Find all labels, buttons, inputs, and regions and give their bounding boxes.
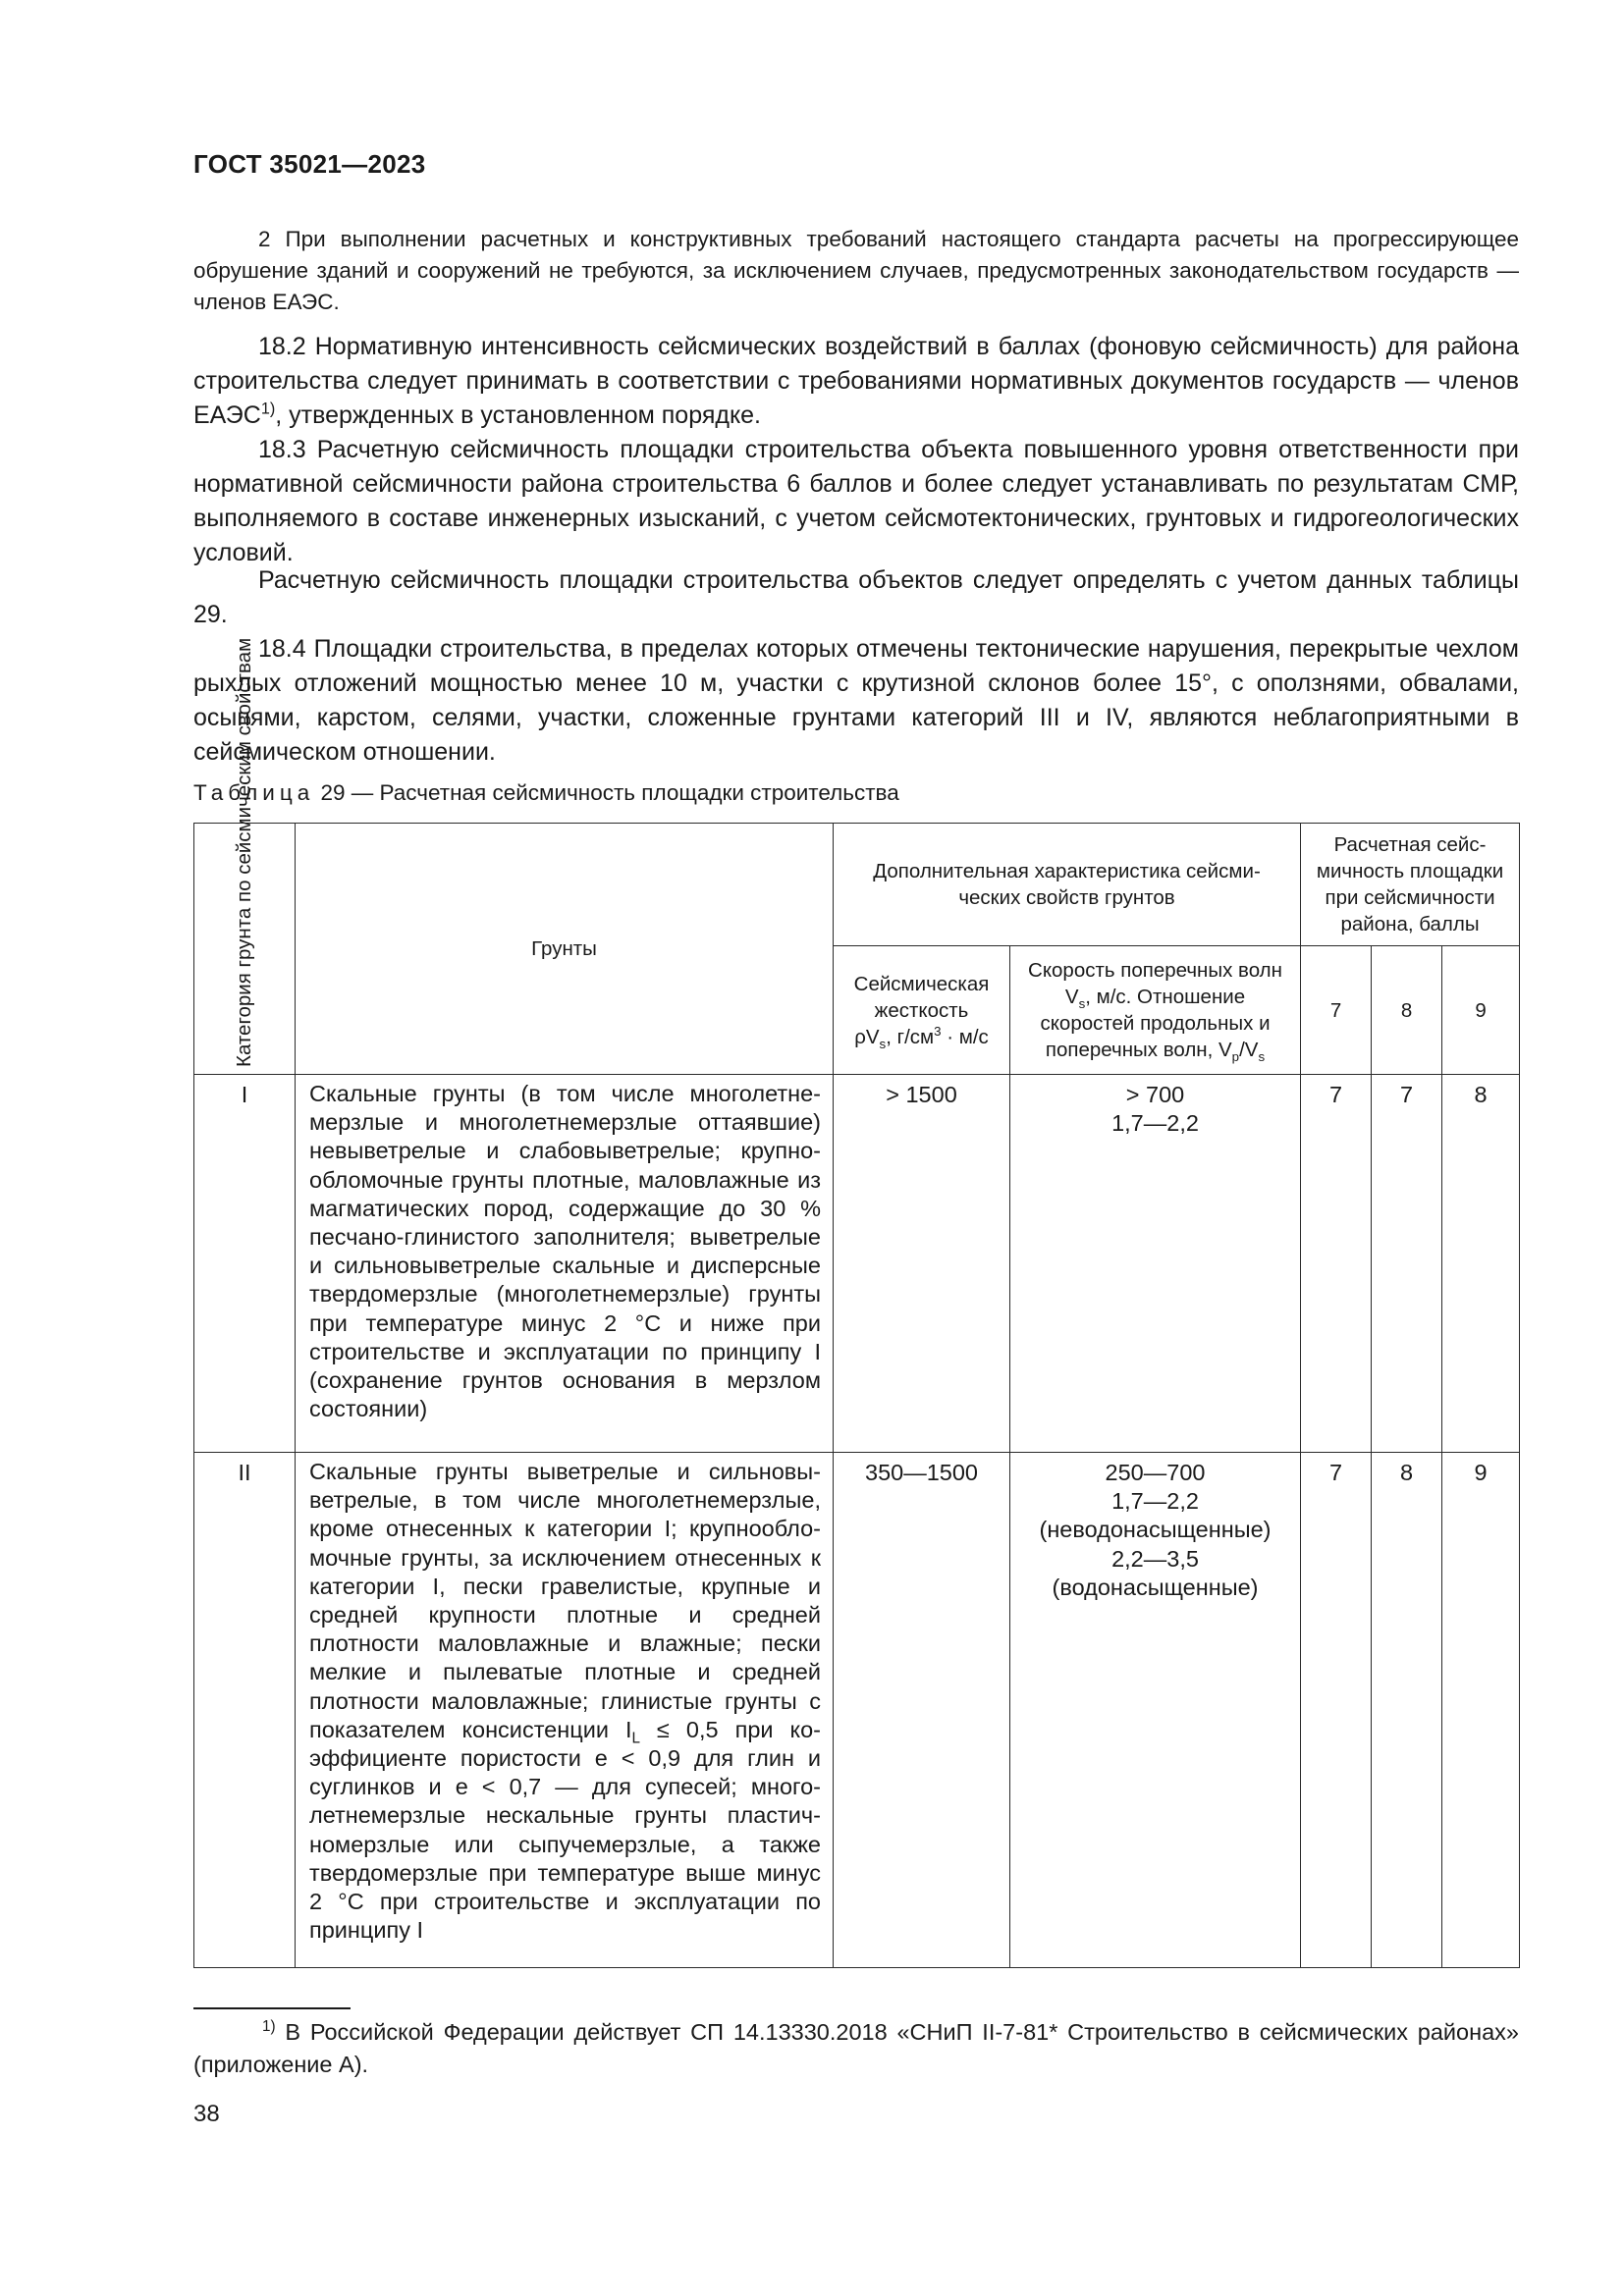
row-1-balls-8: 7: [1372, 1075, 1442, 1453]
speed-sub3: s: [1258, 1049, 1266, 1065]
speed-b: , м/с. Отношение скоростей продольных и поперечных волн, V: [1040, 986, 1271, 1062]
table-row: [194, 1075, 1520, 1453]
page-number: 38: [193, 2101, 220, 2127]
row-2-speed-line: 250—700: [1105, 1460, 1206, 1485]
paragraph-18-3-text: 18.3 Расчетную сейсмичность площадки строительства объекта повышенного уровня ответственности при нормативной сейсмичности района строительства 6 баллов и более следует устанавливать по результатам СМР, выполняемого в составе инженерных изысканий, с учетом сейсмотектонических, грунтовых и гидрогеологических условий.: [193, 436, 1519, 566]
row-2-soil-sub: L: [631, 1730, 640, 1747]
row-1-speed: [1010, 1075, 1301, 1453]
header-stiffness: [834, 946, 1010, 1075]
header-stiffness-line1: Сейсмическая жесткость: [853, 972, 990, 1022]
paragraph-calc: [193, 563, 1519, 632]
table-caption-title: 29 — Расчетная сейсмичность площадки строительства: [314, 780, 899, 805]
row-1-speed-line: > 700: [1125, 1082, 1185, 1107]
unit-g: , г/см: [886, 1025, 935, 1048]
row-1-balls-9: 8: [1442, 1075, 1520, 1453]
row-2-speed-line: 1,7—2,2: [1111, 1488, 1199, 1515]
row-1-balls-7: 7: [1301, 1075, 1372, 1453]
row-1-soil: Скальные грунты (в том числе многолетнемерзлые и многолетнемерзлые оттаявшие) невыветрелые и слабовыветрелые; крупнообломочные грунты плотные, маловлажные из магматических пород, содержащие до 30 % песчано-глинистого заполнителя; выветрелые и сильновыветрелые скальные и дисперсные твердомерзлые (многолетнемерзлые) грунты при температуре минус 2 °С и ниже при строительстве и эксплуатации по принципу I (сохранение грунтов основания в мерзлом состоянии): [296, 1075, 834, 1453]
note-2: [193, 224, 1519, 318]
row-2-soil: [296, 1453, 834, 1968]
row-2-balls-7: 7: [1301, 1453, 1372, 1968]
header-balls-9: 9: [1442, 946, 1520, 1075]
header-design: Расчетная сейсмичность площадки при сейсмичности района, баллы: [1301, 824, 1520, 946]
unit-ms: · м/с: [941, 1025, 989, 1048]
table-row: [194, 1453, 1520, 1968]
row-2-category: II: [194, 1453, 296, 1968]
speed-c: /V: [1239, 1039, 1259, 1062]
row-2-balls-8: 8: [1372, 1453, 1442, 1968]
row-2-soil-a: Скальные грунты выветрелые и сильновыветрелые, в том числе многолетнемерзлые, кроме отнесенных к категории I; крупнообломочные грунты, за исключением отнесенных к категории I, пески гравелистые, крупные и средней крупности плотные и средней плотности маловлажные и влажные; пески мелкие и пылеватые плотные и средней плотности маловлажные; глинистые грунты с показателем консистенции I: [309, 1459, 821, 1742]
note-2-text: 2 При выполнении расчетных и конструктивных требований настоящего стандарта расчеты на прогрессирующее обрушение зданий и сооружений не требуются, за исключением случаев, предусмотренных законодательством государств — членов ЕАЭС.: [193, 227, 1519, 314]
table-caption-word: Таблица: [193, 780, 315, 805]
row-2-balls-9: 9: [1442, 1453, 1520, 1968]
header-speed: [1010, 946, 1301, 1075]
header-extra: Дополнительная характеристика сейсмических свойств грунтов: [834, 824, 1301, 946]
row-2-speed-line: (водонасыщенные): [1052, 1574, 1259, 1600]
rho-v: ρV: [854, 1025, 880, 1048]
row-1-speed-line: 1,7—2,2: [1111, 1110, 1199, 1137]
footnote-separator: [193, 2007, 351, 2009]
paragraph-18-4-text: 18.4 Площадки строительства, в пределах которых отмечены тектонические нарушения, перекрытые чехлом рыхлых отложений мощностью менее 10 м, участки с крутизной склонов более 15°, с оползнями, обвалами, осыпями, карстом, селями, участки, сложенные грунтами категорий III и IV, являются неблагоприятными в сейсмическом отношении.: [193, 635, 1519, 766]
row-2-stiffness: 350—1500: [834, 1453, 1010, 1968]
document-header: ГОСТ 35021—2023: [193, 149, 426, 179]
sub-s: s: [879, 1036, 887, 1051]
row-2-soil-b: ≤ 0,5 при коэффициенте пористости е < 0,9 для глин и суглинков и е < 0,7 — для супесей; многолетнемерзлые нескальные грунты пластичномерзлые или сыпучемерзлые, а также твердомерзлые при температуре выше минус 2 °С при строительстве и эксплуатации по принципу I: [309, 1716, 821, 1944]
footnote-ref[interactable]: 1): [260, 400, 276, 418]
header-stiffness-line2: [834, 1024, 1009, 1050]
footnote-mark: 1): [262, 2018, 276, 2036]
header-balls-8: 8: [1372, 946, 1442, 1075]
paragraph-18-2: [193, 330, 1519, 433]
paragraph-18-2-tail: , утвержденных в установленном порядке.: [275, 401, 762, 429]
table-caption: [193, 780, 899, 806]
row-1-category: I: [194, 1075, 296, 1453]
footnote: [193, 2016, 1519, 2081]
speed-sub1: s: [1078, 996, 1086, 1012]
row-2-speed: [1010, 1453, 1301, 1968]
speed-sub2: p: [1231, 1049, 1240, 1065]
row-1-stiffness: > 1500: [834, 1075, 1010, 1453]
header-soils: Грунты: [296, 824, 834, 1075]
sup-3: 3: [934, 1023, 942, 1039]
row-2-speed-line: (неводонасыщенные): [1039, 1517, 1272, 1543]
header-category-label: Категория грунта по сейсмическим свойствам: [233, 637, 255, 1067]
paragraph-calc-text: Расчетную сейсмичность площадки строительства объектов следует определять с учетом данных таблицы 29.: [193, 566, 1519, 628]
speed-a: Скорость поперечных волн V: [1028, 959, 1282, 1009]
paragraph-18-3: [193, 433, 1519, 570]
header-balls-7: 7: [1301, 946, 1372, 1075]
paragraph-18-2-text: 18.2 Нормативную интенсивность сейсмических воздействий в баллах (фоновую сейсмичность) для района строительства следует принимать в соответствии с требованиями нормативных документов государств — членов ЕАЭС: [193, 333, 1519, 429]
paragraph-18-4: [193, 632, 1519, 770]
row-2-speed-line: 2,2—3,5: [1111, 1545, 1199, 1572]
footnote-text: В Российской Федерации действует СП 14.13330.2018 «СНиП II-7-81* Строительство в сейсмических районах» (приложение А).: [193, 2019, 1519, 2077]
